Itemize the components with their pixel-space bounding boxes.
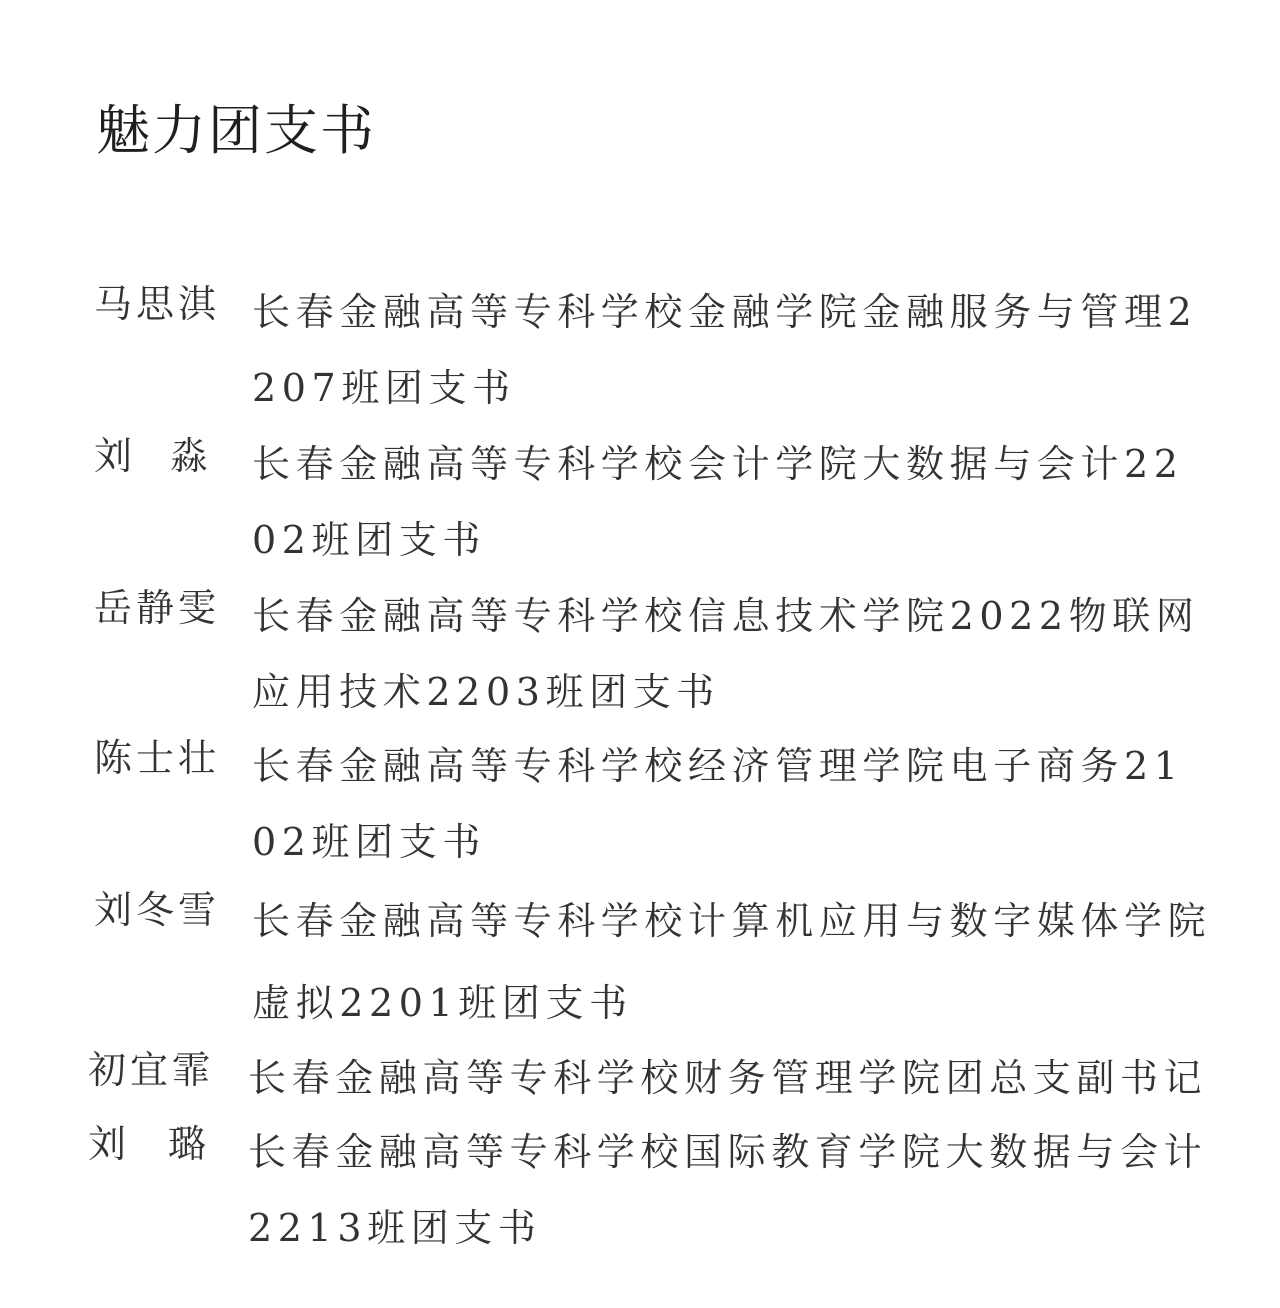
person-position: 长春金融高等专科学校计算机应用与数字媒体学院虚拟2201班团支书 bbox=[252, 899, 1212, 1025]
person-name: 陈士壮 bbox=[94, 736, 221, 780]
person-position: 长春金融高等专科学校金融学院金融服务与管理2207班团支书 bbox=[252, 290, 1198, 410]
person-name-char: 淼 bbox=[170, 434, 209, 478]
person-position: 长春金融高等专科学校财务管理学院团总支副书记 bbox=[248, 1056, 1208, 1100]
person-position: 长春金融高等专科学校会计学院大数据与会计2202班团支书 bbox=[252, 442, 1184, 562]
person-name: 初宜霏 bbox=[88, 1048, 215, 1092]
person-position: 长春金融高等专科学校信息技术学院2022物联网应用技术2203班团支书 bbox=[252, 594, 1200, 714]
person-name-char: 璐 bbox=[168, 1122, 207, 1166]
page-title: 魅力团支书 bbox=[96, 99, 376, 162]
person-name: 岳静雯 bbox=[94, 586, 221, 630]
person-position: 长春金融高等专科学校国际教育学院大数据与会计2213班团支书 bbox=[248, 1130, 1208, 1250]
person-name-char: 刘 bbox=[88, 1122, 127, 1166]
person-position: 长春金融高等专科学校经济管理学院电子商务2102班团支书 bbox=[252, 744, 1184, 864]
person-name-char: 刘 bbox=[94, 434, 133, 478]
person-name: 刘冬雪 bbox=[94, 888, 221, 932]
person-name: 马思淇 bbox=[94, 282, 221, 326]
